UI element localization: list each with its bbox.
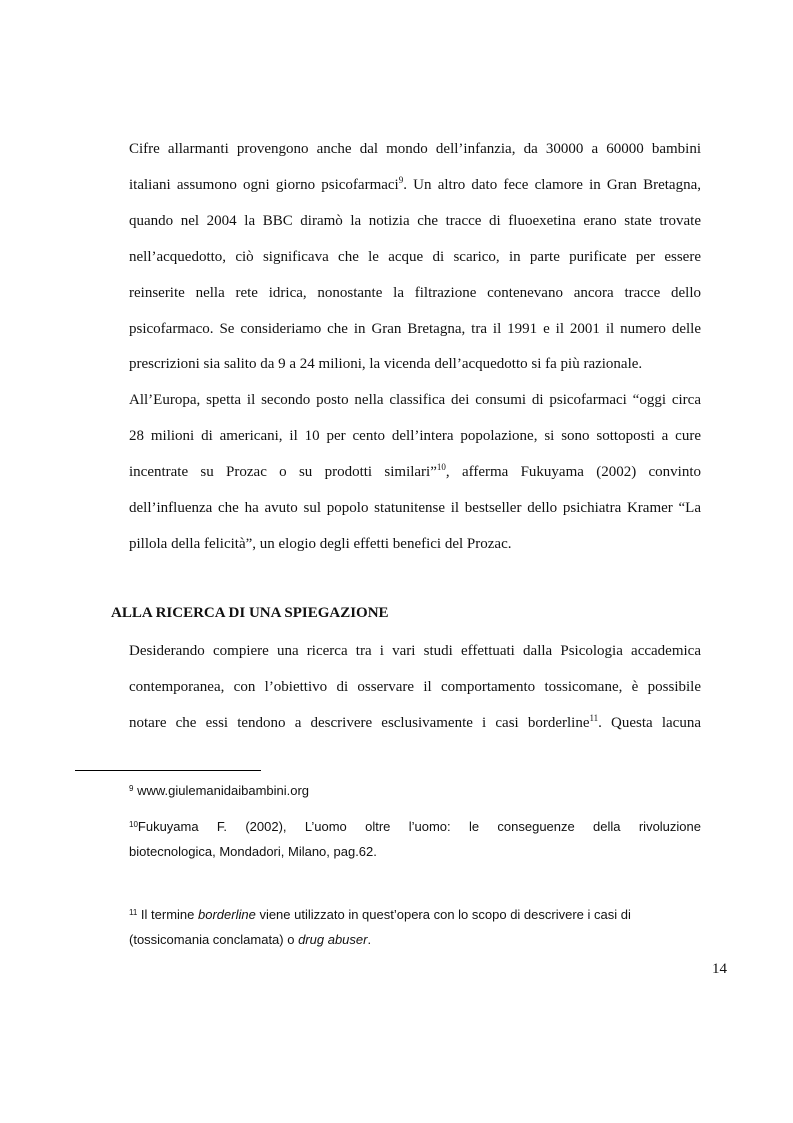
footnote-10-line xyxy=(129,819,701,834)
body-text-line: 28 milioni di americani, il 10 per cento dell’intera popolazione, si sono sottoposti a cure xyxy=(129,428,701,444)
body-text-segment: notare che essi tendono a descrivere esclusivamente i casi borderline xyxy=(129,715,590,731)
body-text-line: reinserite nella rete idrica, nonostante la filtrazione contenevano ancora tracce dello xyxy=(129,285,701,301)
body-text-segment: incentrate su Prozac o su prodotti similari” xyxy=(129,464,437,480)
body-text-line: psicofarmaco. Se consideriamo che in Gran Bretagna, tra il 1991 e il 2001 il numero delle xyxy=(129,321,701,337)
body-text-segment: . Un altro dato fece clamore in Gran Bretagna, xyxy=(403,177,701,193)
footnote-11-line xyxy=(129,907,631,922)
body-text-line: All’Europa, spetta il secondo posto nella classifica dei consumi di psicofarmaci “oggi circa xyxy=(129,392,701,408)
footnote-ref-11[interactable]: 11 xyxy=(589,713,599,723)
body-text-line xyxy=(129,715,701,732)
footnote-10-line: biotecnologica, Mondadori, Milano, pag.62. xyxy=(129,844,377,859)
body-text-segment: . Questa lacuna xyxy=(598,715,701,731)
footnote-text: . xyxy=(367,932,372,947)
footnote-number: 10 xyxy=(129,820,138,829)
body-text-line: quando nel 2004 la BBC diramò la notizia che tracce di fluoexetina erano state trovate xyxy=(129,213,701,229)
footnote-9 xyxy=(129,783,309,798)
footnote-number: 9 xyxy=(129,784,134,793)
footnote-separator xyxy=(75,770,261,771)
body-text-line: contemporanea, con l’obiettivo di osservare il comportamento tossicomane, è possibile xyxy=(129,679,701,695)
body-text-line xyxy=(129,464,701,481)
body-text-line: Desiderando compiere una ricerca tra i vari studi effettuati dalla Psicologia accademica xyxy=(129,643,701,659)
footnote-text: viene utilizzato in quest’opera con lo scopo di descrivere i casi di xyxy=(255,907,631,922)
footnote-italic-term: drug abuser xyxy=(298,932,368,947)
footnote-text: Fukuyama F. (2002), L’uomo oltre l’uomo: le conseguenze della rivoluzione xyxy=(137,819,701,834)
body-text-line: nell’acquedotto, ciò significava che le acque di scarico, in parte purificate per essere xyxy=(129,249,701,265)
footnote-text: (tossicomania conclamata) o xyxy=(129,932,299,947)
page-number: 14 xyxy=(712,961,727,977)
body-text-line: prescrizioni sia salito da 9 a 24 milioni, la vicenda dell’acquedotto si fa più razionale. xyxy=(129,356,643,372)
body-text-line: Cifre allarmanti provengono anche dal mondo dell’infanzia, da 30000 a 60000 bambini xyxy=(129,141,701,157)
body-text-segment: italiani assumono ogni giorno psicofarmaci xyxy=(129,177,399,193)
footnote-ref-10[interactable]: 10 xyxy=(436,462,446,472)
body-text-line xyxy=(129,177,701,194)
section-heading: ALLA RICERCA DI UNA SPIEGAZIONE xyxy=(111,605,389,621)
footnote-link[interactable]: www.giulemanidaibambini.org xyxy=(133,783,310,798)
footnote-italic-term: borderline xyxy=(198,907,256,922)
body-text-line: pillola della felicità”, un elogio degli effetti benefici del Prozac. xyxy=(129,536,512,552)
footnote-11-line xyxy=(129,932,371,947)
footnote-text: Il termine xyxy=(137,907,198,922)
body-text-line: dell’influenza che ha avuto sul popolo statunitense il bestseller dello psichiatra Kramer “La xyxy=(129,500,701,516)
footnote-number: 11 xyxy=(129,908,138,917)
footnote-ref-9[interactable]: 9 xyxy=(398,175,404,185)
body-text-segment: , afferma Fukuyama (2002) convinto xyxy=(445,464,701,480)
